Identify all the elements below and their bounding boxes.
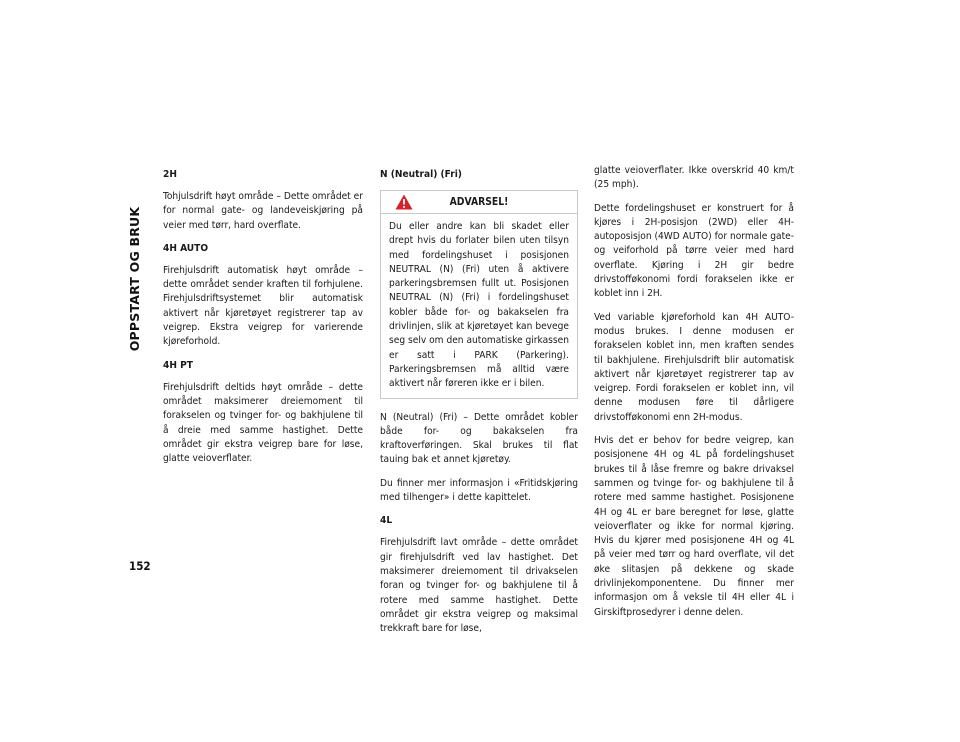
paragraph-4l: Firehjulsdrift lavt område – dette området gir firehjulsdrift ved lav hastighet. Det maksimerer dreiemoment til drivakselen foran og tvinger for- og bakhjulene til å rotere med samme hastighet. Dette området gir ekstra veigrep og maksimal trekkraft bare for løse, [380, 537, 578, 635]
column-right [594, 164, 794, 629]
paragraph-more-info: Du finner mer informasjon i «Fritidskjøring med tilhenger» i dette kapittelet. [380, 477, 578, 504]
paragraph-traction: Hvis det er behov for bedre veigrep, kan posisjonene 4H og 4L på fordelingshuset brukes til å låse fremre og bakre drivaksel sammen og tvinge for- og bakhjulene til å rotere med samme hastighet. Posisjonene 4H og 4L er bare beregnet for løse, glatte veioverflater og ikke for normal kjøring. Hvis du kjører med posisjonene 4H og 4L på veier med tørr og hard overflate, vil det øke slitasjen på dekkene og skade drivlinjekomponentene. Du finner mer informasjon om å veksle til 4H eller 4L i Girskiftprosedyrer i denne delen. [594, 435, 794, 618]
paragraph-speed-limit: glatte veioverflater. Ikke overskrid 40 km/t (25 mph). [594, 165, 794, 191]
heading-4l: 4L [380, 515, 393, 527]
warning-box [380, 190, 578, 399]
heading-neutral: N (Neutral) (Fri) [380, 169, 462, 180]
warning-triangle-icon [395, 194, 413, 210]
warning-text: Du eller andre kan bli skadet eller drept hvis du forlater bilen uten tilsyn med fordelingshuset i posisjonen NEUTRAL (N) (Fri) uten å aktivere parkeringsbremsen fullt ut. Posisjonen NEUTRAL (N) (Fri) i fordelingshuset kobler både for- og bakakselen fra drivlinjen, slik at kjøretøyet kan bevege seg selv om den automatiske girkassen er satt i PARK (Parkering). Parkeringsbremsen må alltid være aktivert når føreren ikke er i bilen. [389, 221, 569, 390]
paragraph-neutral: N (Neutral) (Fri) – Dette området kobler både for- og bakakselen fra kraftoverføringen. Skal brukes til flat tauing bak et annet kjøretøy. [380, 411, 578, 466]
paragraph-4h-auto: Firehjulsdrift automatisk høyt område – dette området sender kraften til forhjulene. Firehjulsdriftsystemet blir automatisk aktivert når kjøretøyet registrerer tap av veigrep. Ekstra veigrep for varierende kjøreforhold. [163, 264, 363, 348]
heading-4h-pt: 4H PT [163, 359, 193, 371]
warning-header [381, 191, 577, 214]
page-number: 152 [129, 559, 151, 573]
heading-4h-auto: 4H AUTO [163, 242, 209, 254]
paragraph-4h-auto-mode: Ved variable kjøreforhold kan 4H AUTO-modus brukes. I denne modusen er forakselen koblet inn, men kraften sendes til bakhjulene. Firehjulsdrift blir automatisk aktivert når kjøretøyet registrerer tap av veigrep. Fordi forakselen er koblet inn, vil denne modusen føre til dårligere drivstofføkonomi enn 2H-modus. [594, 311, 794, 423]
section-title: OPPSTART OG BRUK [127, 206, 142, 352]
paragraph-2h: Tohjulsdrift høyt område – Dette området er for normal gate- og landeveiskjøring på veier med tørr, hard overflate. [163, 191, 363, 231]
column-left [163, 168, 363, 475]
paragraph-4h-pt: Firehjulsdrift deltids høyt område – dette området maksimerer dreiemoment til forakselen og tvinger for- og bakhjulene til å dreie med samme hastighet. Dette området gir ekstra veigrep bare for løse, glatte veioverflater. [163, 381, 363, 465]
heading-2h: 2H [163, 169, 177, 180]
section-side-tab [128, 164, 141, 394]
column-middle [380, 168, 578, 645]
paragraph-2h-design: Dette fordelingshuset er konstruert for å kjøres i 2H-posisjon (2WD) eller 4H-autoposisjon (4WD AUTO) for normale gate- og veiforhold på tørre veier med hard overflate. Kjøring i 2H gir bedre drivstofføkonomi fordi forakselen ikke er koblet inn i 2H. [594, 202, 795, 300]
warning-title: ADVARSEL! [449, 195, 509, 208]
